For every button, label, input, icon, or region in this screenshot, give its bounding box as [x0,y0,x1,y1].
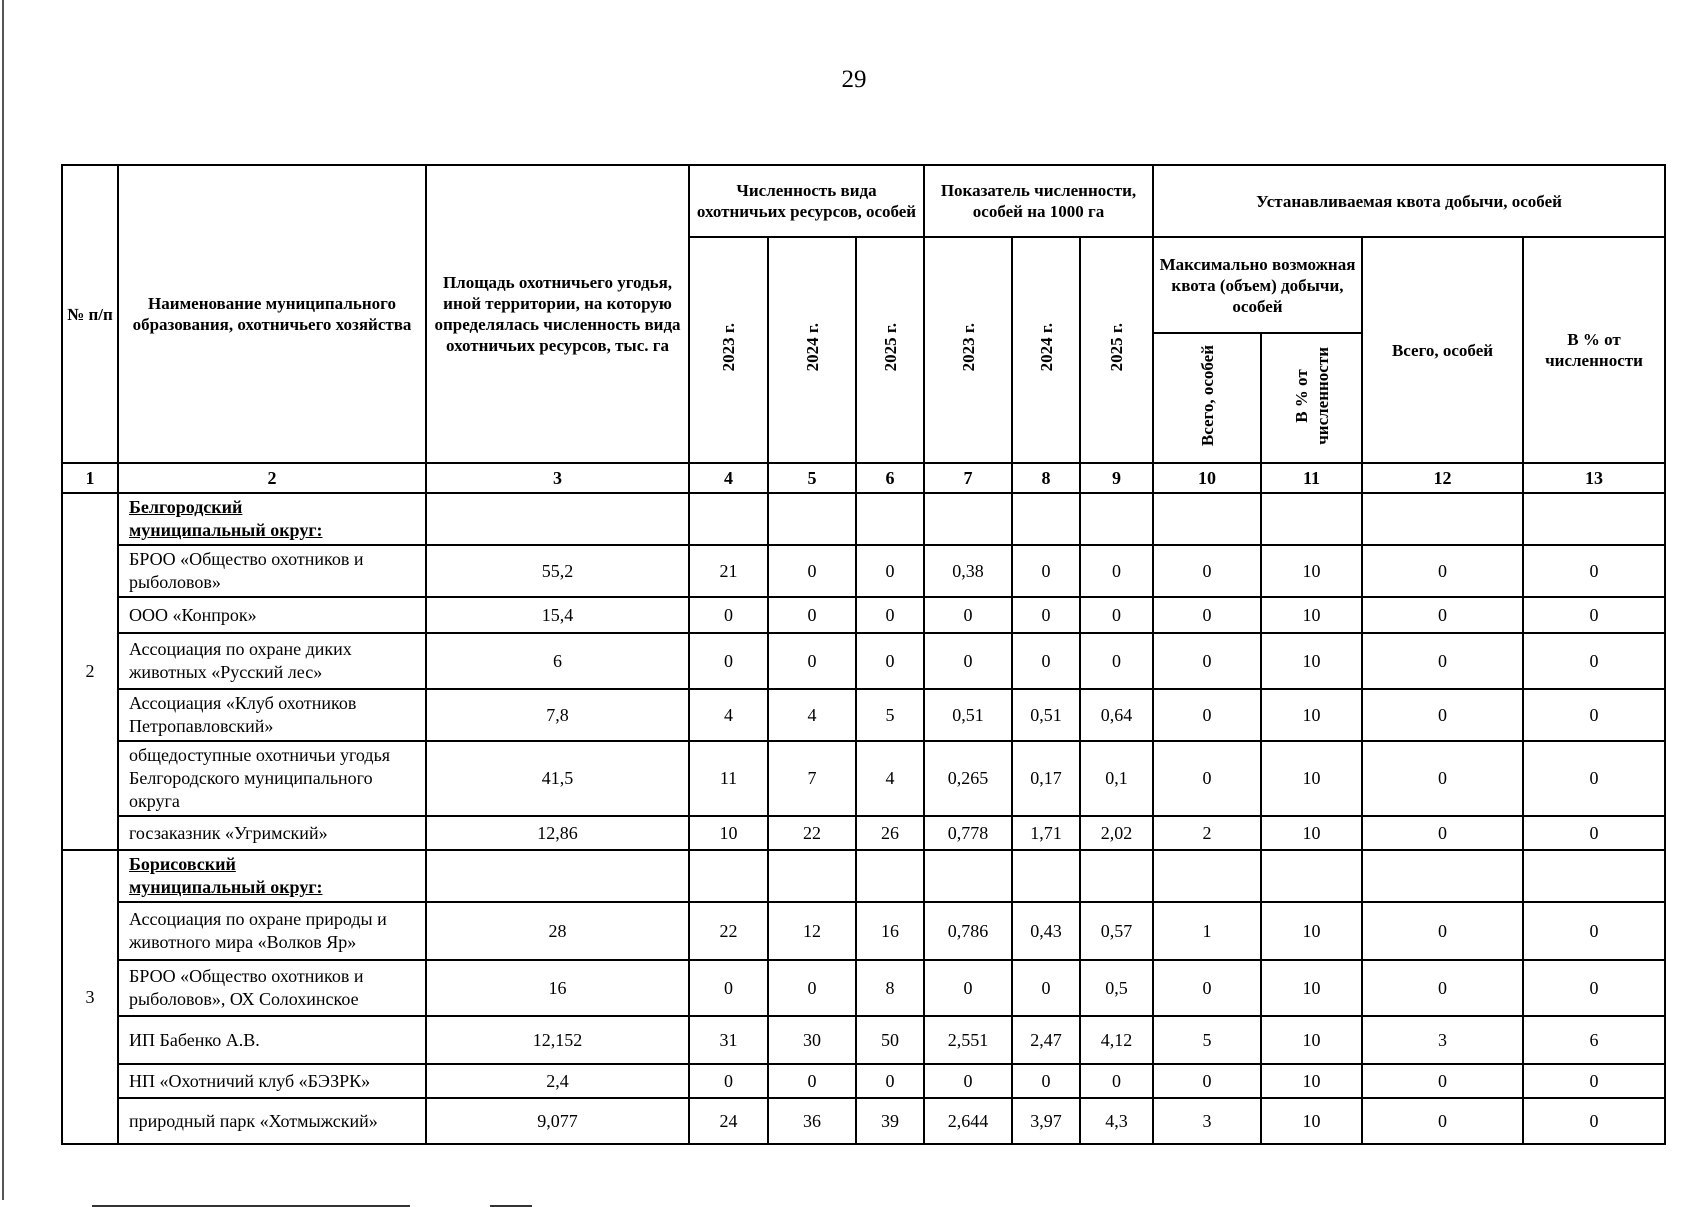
empty-cell [924,493,1012,545]
cell-d2024: 0 [1012,1064,1080,1098]
cell-area: 7,8 [426,689,689,741]
empty-cell [1523,850,1665,902]
cell-d2025: 0 [1080,597,1153,633]
cell-q-pct: 0 [1523,633,1665,689]
group-row [62,493,1665,545]
column-number-row [62,463,1665,493]
empty-cell [1261,850,1362,902]
cell-c2024: 0 [768,545,856,597]
group-title: Белгородский муниципальный округ: [118,493,426,545]
entity-name: Ассоциация по охране природы и животного мира «Волков Яр» [118,902,426,960]
cell-max-total: 5 [1153,1016,1261,1064]
cell-d2023: 0 [924,597,1012,633]
cell-d2024: 1,71 [1012,816,1080,850]
header-max-total: Всего, особей [1153,333,1261,463]
header-quota-group: Устанавливаемая квота добычи, особей [1153,165,1665,237]
cell-max-pct: 10 [1261,545,1362,597]
cell-q-pct: 0 [1523,816,1665,850]
cell-area: 6 [426,633,689,689]
empty-cell [1080,493,1153,545]
column-number: 5 [768,463,856,493]
cell-max-pct: 10 [1261,689,1362,741]
header-count-2024: 2024 г. [768,237,856,463]
column-number: 12 [1362,463,1523,493]
column-number: 11 [1261,463,1362,493]
cell-d2024: 0 [1012,633,1080,689]
table-row [62,1098,1665,1144]
cell-c2023: 0 [689,597,768,633]
cell-d2023: 0 [924,1064,1012,1098]
cell-c2025: 4 [856,741,924,816]
cell-q-pct: 0 [1523,689,1665,741]
cell-d2023: 0,786 [924,902,1012,960]
column-number: 13 [1523,463,1665,493]
cell-q-total: 0 [1362,741,1523,816]
cell-d2025: 0,1 [1080,741,1153,816]
cell-c2024: 0 [768,1064,856,1098]
cell-c2025: 0 [856,1064,924,1098]
cell-c2023: 22 [689,902,768,960]
entity-name: природный парк «Хотмыжский» [118,1098,426,1144]
cell-d2024: 0,43 [1012,902,1080,960]
cell-d2025: 4,12 [1080,1016,1153,1064]
header-density-2025: 2025 г. [1080,237,1153,463]
cell-max-pct: 10 [1261,1016,1362,1064]
header-count-2023: 2023 г. [689,237,768,463]
cell-d2024: 0 [1012,545,1080,597]
cell-max-pct: 10 [1261,597,1362,633]
cell-q-total: 0 [1362,633,1523,689]
column-number: 10 [1153,463,1261,493]
entity-name: БРОО «Общество охотников и рыболовов» [118,545,426,597]
empty-cell [768,493,856,545]
cell-d2025: 2,02 [1080,816,1153,850]
column-number: 7 [924,463,1012,493]
cell-q-pct: 0 [1523,597,1665,633]
empty-cell [768,850,856,902]
cell-q-pct: 0 [1523,545,1665,597]
entity-name: Ассоциация «Клуб охотников Петропавловский» [118,689,426,741]
column-number: 9 [1080,463,1153,493]
cell-d2024: 2,47 [1012,1016,1080,1064]
group-row [62,850,1665,902]
table-row [62,960,1665,1016]
cell-c2024: 0 [768,960,856,1016]
cell-c2025: 0 [856,633,924,689]
empty-cell [1362,850,1523,902]
group-number: 3 [62,850,118,1144]
header-max-pct: В % от численности [1261,333,1362,463]
table-row [62,633,1665,689]
cell-d2024: 0 [1012,597,1080,633]
cell-c2025: 26 [856,816,924,850]
header-quota-total: Всего, особей [1362,237,1523,463]
cell-c2024: 30 [768,1016,856,1064]
page-number: 29 [841,66,867,93]
cell-q-total: 0 [1362,597,1523,633]
table-row [62,597,1665,633]
cell-q-pct: 0 [1523,741,1665,816]
cell-c2023: 0 [689,1064,768,1098]
entity-name: ИП Бабенко А.В. [118,1016,426,1064]
header-count-group: Численность вида охотничьих ресурсов, особей [689,165,924,237]
cell-c2024: 7 [768,741,856,816]
cell-d2025: 0,57 [1080,902,1153,960]
header-density-2024: 2024 г. [1012,237,1080,463]
table-row [62,816,1665,850]
cell-c2024: 22 [768,816,856,850]
empty-cell [1261,493,1362,545]
entity-name: Ассоциация по охране диких животных «Русский лес» [118,633,426,689]
column-number: 8 [1012,463,1080,493]
group-number: 2 [62,493,118,850]
empty-cell [1153,493,1261,545]
cell-area: 12,86 [426,816,689,850]
cell-d2023: 2,551 [924,1016,1012,1064]
cell-d2023: 2,644 [924,1098,1012,1144]
header-area: Площадь охотничьего угодья, иной территории, на которую определялась численность вида охотничьих ресурсов, тыс. га [426,165,689,463]
cell-q-total: 0 [1362,545,1523,597]
cell-c2024: 12 [768,902,856,960]
cell-area: 2,4 [426,1064,689,1098]
entity-name: БРОО «Общество охотников и рыболовов», ОХ Солохинское [118,960,426,1016]
cell-c2024: 36 [768,1098,856,1144]
table-row [62,902,1665,960]
cell-d2023: 0,38 [924,545,1012,597]
column-number: 2 [118,463,426,493]
entity-name: общедоступные охотничьи угодья Белгородского муниципального округа [118,741,426,816]
header-name: Наименование муниципального образования, охотничьего хозяйства [118,165,426,463]
entity-name: госзаказник «Угримский» [118,816,426,850]
header-quota-pct: В % от численности [1523,237,1665,463]
cell-d2024: 0,17 [1012,741,1080,816]
cell-c2023: 24 [689,1098,768,1144]
cell-c2024: 0 [768,597,856,633]
empty-cell [924,850,1012,902]
cell-d2023: 0 [924,633,1012,689]
cell-d2024: 3,97 [1012,1098,1080,1144]
cell-c2023: 0 [689,633,768,689]
cell-area: 55,2 [426,545,689,597]
cell-max-total: 1 [1153,902,1261,960]
cell-q-total: 0 [1362,816,1523,850]
cell-q-pct: 0 [1523,1098,1665,1144]
header-density-2023: 2023 г. [924,237,1012,463]
cell-max-pct: 10 [1261,816,1362,850]
header-density-group: Показатель численности, особей на 1000 га [924,165,1153,237]
cell-max-total: 2 [1153,816,1261,850]
left-margin-rule [2,0,4,1200]
cell-q-total: 0 [1362,902,1523,960]
cell-area: 28 [426,902,689,960]
cell-max-pct: 10 [1261,960,1362,1016]
empty-cell [1153,850,1261,902]
empty-cell [1523,493,1665,545]
cell-max-total: 0 [1153,1064,1261,1098]
cell-c2024: 4 [768,689,856,741]
cell-area: 12,152 [426,1016,689,1064]
hunting-quota-table [61,164,1666,1145]
cell-q-total: 0 [1362,1098,1523,1144]
cell-d2025: 0,64 [1080,689,1153,741]
table-row [62,1064,1665,1098]
cell-max-total: 0 [1153,960,1261,1016]
cell-max-total: 0 [1153,633,1261,689]
cell-c2025: 50 [856,1016,924,1064]
cell-c2025: 8 [856,960,924,1016]
table-row [62,545,1665,597]
cell-max-pct: 10 [1261,741,1362,816]
cell-d2025: 0 [1080,633,1153,689]
cell-d2023: 0,51 [924,689,1012,741]
cell-q-pct: 6 [1523,1016,1665,1064]
cell-c2023: 4 [689,689,768,741]
entity-name: ООО «Конпрок» [118,597,426,633]
empty-cell [426,493,689,545]
cell-c2024: 0 [768,633,856,689]
cell-q-total: 3 [1362,1016,1523,1064]
empty-cell [1012,850,1080,902]
table-row [62,741,1665,816]
group-title: Борисовский муниципальный округ: [118,850,426,902]
cell-d2025: 4,3 [1080,1098,1153,1144]
cell-c2023: 31 [689,1016,768,1064]
cell-c2023: 10 [689,816,768,850]
column-number: 4 [689,463,768,493]
empty-cell [1362,493,1523,545]
header-max-quota: Максимально возможная квота (объем) добычи, особей [1153,237,1362,333]
cell-q-pct: 0 [1523,960,1665,1016]
cell-q-total: 0 [1362,960,1523,1016]
cell-max-total: 0 [1153,545,1261,597]
cell-d2023: 0,778 [924,816,1012,850]
cell-c2025: 5 [856,689,924,741]
cell-max-pct: 10 [1261,1098,1362,1144]
header-count-2025: 2025 г. [856,237,924,463]
cell-area: 15,4 [426,597,689,633]
cell-max-total: 0 [1153,689,1261,741]
entity-name: НП «Охотничий клуб «БЭЗРК» [118,1064,426,1098]
cell-max-total: 3 [1153,1098,1261,1144]
cell-d2023: 0 [924,960,1012,1016]
cell-d2025: 0,5 [1080,960,1153,1016]
column-number: 3 [426,463,689,493]
cell-c2023: 0 [689,960,768,1016]
cell-d2025: 0 [1080,545,1153,597]
header-num: № п/п [62,165,118,463]
empty-cell [689,493,768,545]
cell-max-pct: 10 [1261,1064,1362,1098]
cell-d2025: 0 [1080,1064,1153,1098]
cell-max-total: 0 [1153,597,1261,633]
cell-area: 41,5 [426,741,689,816]
cell-q-pct: 0 [1523,1064,1665,1098]
cell-c2025: 0 [856,545,924,597]
cell-c2025: 16 [856,902,924,960]
cell-area: 9,077 [426,1098,689,1144]
cell-max-pct: 10 [1261,633,1362,689]
table-row [62,689,1665,741]
cell-c2023: 21 [689,545,768,597]
cell-d2024: 0,51 [1012,689,1080,741]
cell-c2023: 11 [689,741,768,816]
cell-q-total: 0 [1362,1064,1523,1098]
empty-cell [689,850,768,902]
cell-c2025: 0 [856,597,924,633]
empty-cell [856,493,924,545]
empty-cell [1080,850,1153,902]
column-number: 6 [856,463,924,493]
empty-cell [1012,493,1080,545]
cell-max-pct: 10 [1261,902,1362,960]
empty-cell [856,850,924,902]
table-row [62,1016,1665,1064]
cell-q-total: 0 [1362,689,1523,741]
cell-d2023: 0,265 [924,741,1012,816]
cell-area: 16 [426,960,689,1016]
cell-q-pct: 0 [1523,902,1665,960]
cell-c2025: 39 [856,1098,924,1144]
cell-max-total: 0 [1153,741,1261,816]
empty-cell [426,850,689,902]
cell-d2024: 0 [1012,960,1080,1016]
column-number: 1 [62,463,118,493]
